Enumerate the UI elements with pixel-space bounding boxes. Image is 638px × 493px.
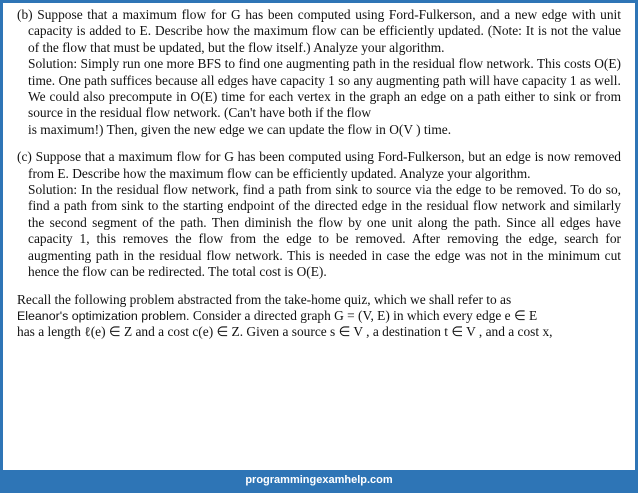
recall-line-3: has a length ℓ(e) ∈ Z and a cost c(e) ∈ Z. Given a source s ∈ V , a destination t ∈ V , and a cost x,: [17, 324, 553, 340]
part-b-question: (b) Suppose that a maximum flow for G has been computed using Ford-Fulkerson, and a new edge with unit capacity is added to E. Describe how the maximum flow can be efficiently updated. (Note: It is not the value of the flow that must be updated, but the flow itself.) Analyze your algorithm.: [17, 7, 621, 55]
footer-bar: [0, 470, 638, 493]
recall-line-2: [17, 308, 621, 324]
part-c-solution: Solution: In the residual flow network, find a path from sink to source via the edge to be removed. To do so, find a path from sink to the starting endpoint of the directed edge in the residual flow network and similarly the second segment of the path. Then diminish the flow by one unit along the path. Since all edges have capacity 1, this removes the flow from the edge to be removed. After removing the edge, search for augmenting path in the residual flow network. This is needed in case the edge was not in the minimum cut hence the flow can be redirected. The total cost is O(E).: [28, 182, 621, 280]
recall-line-2-text: Consider a directed graph G = (V, E) in which every edge e ∈ E: [189, 307, 538, 323]
problem-name: Eleanor's optimization problem.: [17, 308, 190, 323]
document-body: [17, 7, 621, 341]
recall-line-1: Recall the following problem abstracted from the take-home quiz, which we shall refer to as: [17, 291, 512, 307]
footer-site-link[interactable]: programmingexamhelp.com: [245, 474, 393, 486]
spacer: [17, 281, 621, 292]
part-c-question: (c) Suppose that a maximum flow for G has been computed using Ford-Fulkerson, but an edge is now removed from E. Describe how the maximum flow can be efficiently updated. Analyze your algorithm.: [17, 149, 621, 181]
part-b-solution-2: We could also precompute in O(E) time for each vertex in the graph an edge on a path either to sink or from source in the residual flow network. (Can't have both if the flow: [28, 89, 621, 121]
part-b-solution-3: is maximum!) Then, given the new edge we can update the flow in O(V ) time.: [28, 121, 452, 137]
spacer: [17, 138, 621, 149]
part-b-solution-1: Solution: Simply run one more BFS to find one augmenting path in the residual flow network. This costs O(E) time. One path suffices because all edges have capacity 1 so any augmenting path will have capacity 1 as well.: [28, 56, 621, 88]
